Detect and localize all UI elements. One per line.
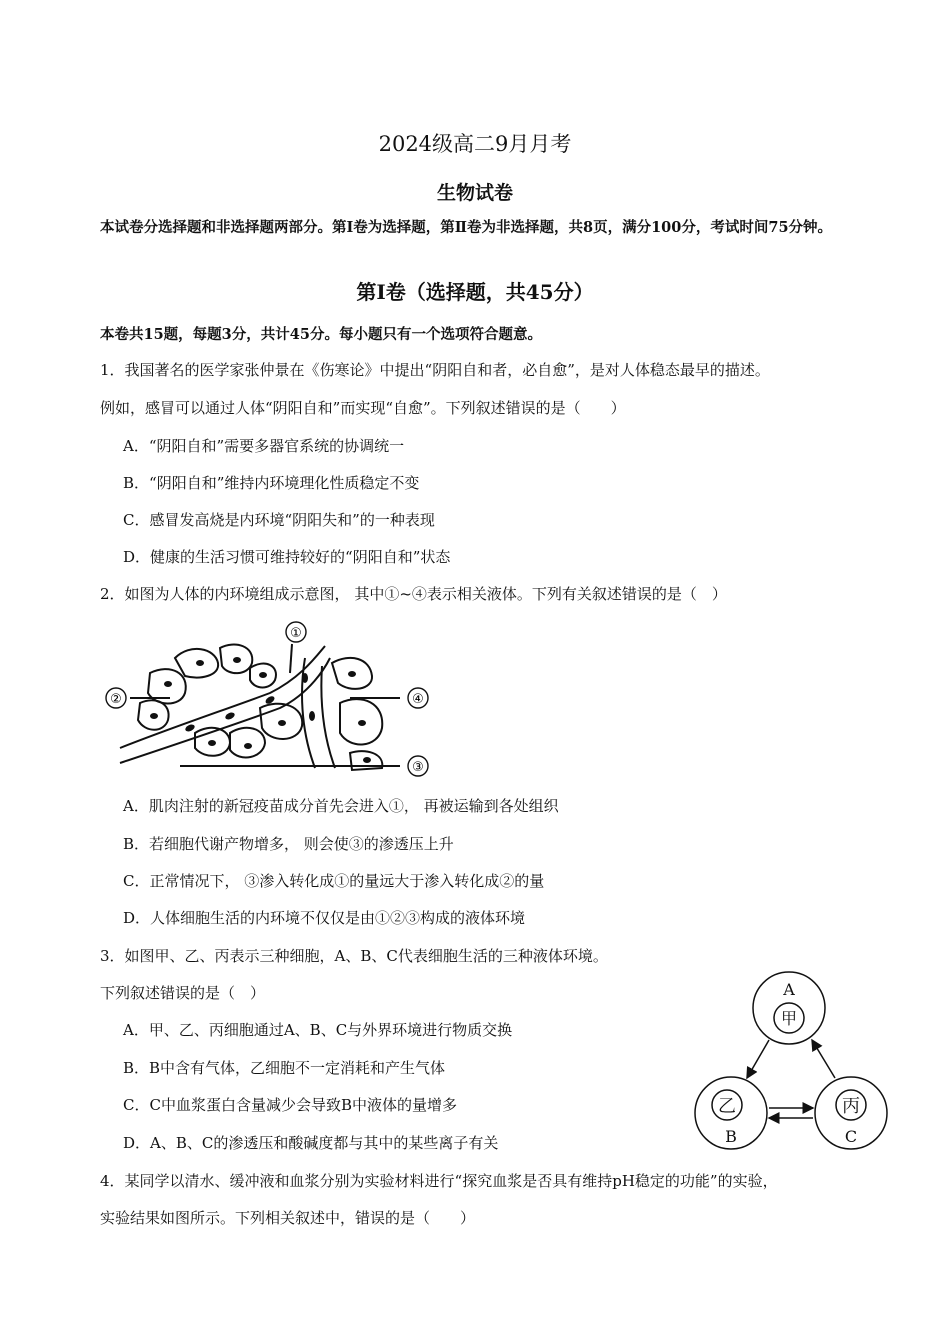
q2-option-d: D．人体细胞生活的内环境不仅仅是由①②③构成的液体环境	[123, 909, 526, 927]
cell-nucleus	[358, 720, 366, 726]
letter-c: C	[844, 1127, 858, 1146]
section-instructions: 本卷共15题，每题3分，共计45分。每小题只有一个选项符合题意。	[100, 326, 542, 343]
letter-a: A	[783, 980, 795, 999]
cell-nucleus	[233, 657, 241, 663]
q1-stem-line1: 1．我国著名的医学家张仲景在《伤寒论》中提出“阴阳自和者，必自愈”，是对人体稳态最早的描述。	[100, 361, 770, 379]
q2-option-b: B．若细胞代谢产物增多， 则会使③的渗透压上升	[123, 835, 454, 853]
q2-figure-svg	[100, 618, 440, 778]
q1-stem-line2: 例如，感冒可以通过人体“阴阳自和”而实现“自愈”。下列叙述错误的是（ ）	[100, 399, 626, 417]
q2-figure-label: ②	[110, 692, 122, 707]
q4-stem-line2: 实验结果如图所示。下列相关叙述中，错误的是（ ）	[100, 1209, 476, 1227]
q4-stem-line1: 4．某同学以清水、缓冲液和血浆分别为实验材料进行“探究血浆是否具有维持pH稳定的功能”的实验，	[100, 1172, 778, 1190]
arrow-a-to-b	[747, 1040, 769, 1078]
blood-cell	[224, 711, 236, 721]
exam-title: 2024级高二9月月考	[378, 132, 572, 156]
cell-yi: 乙	[718, 1096, 736, 1117]
tissue-cell	[230, 728, 265, 758]
cell-nucleus	[164, 681, 172, 687]
blood-cell	[184, 723, 196, 733]
cell-nucleus	[363, 757, 371, 763]
q1-option-a: A．“阴阳自和”需要多器官系统的协调统一	[123, 437, 405, 455]
q3-cell-environment-figure	[685, 968, 895, 1158]
q2-figure-label: ④	[412, 692, 424, 707]
exam-intro: 本试卷分选择题和非选择题两部分。第Ⅰ卷为选择题，第Ⅱ卷为非选择题，共8页，满分100分，考试时间75分钟。	[100, 219, 833, 236]
q3-stem-line1: 3．如图甲、乙、丙表示三种细胞，A、B、C代表细胞生活的三种液体环境。	[100, 947, 608, 965]
label-line-1	[290, 644, 292, 673]
cell-bing: 丙	[842, 1096, 860, 1117]
q2-option-a: A．肌肉注射的新冠疫苗成分首先会进入①， 再被运输到各处组织	[123, 797, 559, 815]
q2-stem: 2．如图为人体的内环境组成示意图， 其中①~④表示相关液体。下列有关叙述错误的是（ ）	[100, 585, 727, 603]
q3-figure-svg	[685, 968, 895, 1158]
q3-option-b: B．B中含有气体，乙细胞不一定消耗和产生气体	[123, 1059, 446, 1077]
cell-nucleus	[244, 743, 252, 749]
q3-option-a: A．甲、乙、丙细胞通过A、B、C与外界环境进行物质交换	[123, 1021, 513, 1039]
cell-nucleus	[208, 740, 216, 746]
q3-option-c: C．C中血浆蛋白含量减少会导致B中液体的量增多	[123, 1096, 457, 1114]
lymph-wall-2	[321, 666, 335, 768]
section-heading: 第Ⅰ卷（选择题，共45分）	[356, 280, 594, 304]
q3-stem-line2: 下列叙述错误的是（ ）	[100, 984, 266, 1002]
cell-nucleus	[196, 660, 204, 666]
letter-b: B	[725, 1127, 737, 1146]
cell-nucleus	[150, 713, 158, 719]
q2-internal-environment-figure	[100, 618, 440, 778]
q2-figure-label: ①	[290, 626, 302, 641]
cell-nucleus	[348, 671, 356, 677]
blood-cell	[309, 711, 315, 721]
q1-option-d: D．健康的生活习惯可维持较好的“阴阳自和”状态	[123, 548, 451, 566]
exam-subtitle: 生物试卷	[436, 182, 513, 204]
cell-jia: 甲	[780, 1009, 798, 1028]
q3-option-d: D．A、B、C的渗透压和酸碱度都与其中的某些离子有关	[123, 1134, 499, 1152]
blood-cell	[302, 673, 308, 683]
q1-option-b: B．“阴阳自和”维持内环境理化性质稳定不变	[123, 474, 420, 492]
q2-option-c: C．正常情况下， ③渗入转化成①的量远大于渗入转化成②的量	[123, 872, 545, 890]
arrow-c-to-a	[812, 1040, 835, 1078]
q2-figure-label: ③	[412, 760, 424, 775]
cell-nucleus	[278, 720, 286, 726]
cell-nucleus	[259, 672, 267, 678]
q1-option-c: C．感冒发高烧是内环境“阴阳失和”的一种表现	[123, 511, 435, 529]
